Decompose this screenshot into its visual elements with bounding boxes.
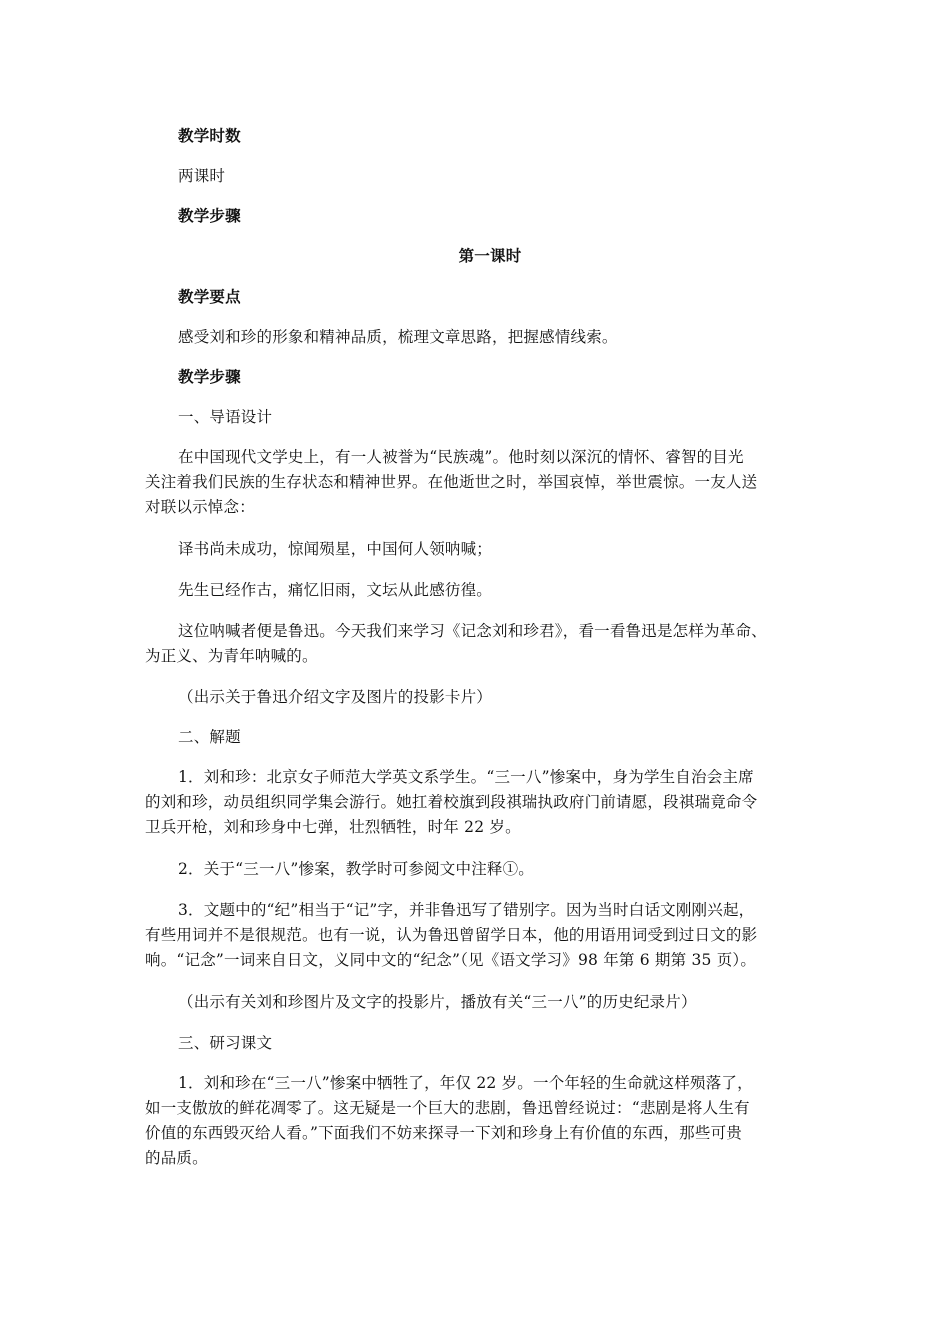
- paragraph-line: 1．刘和珍在“三一八”惨案中牺牲了，年仅 22 岁。一个年轻的生命就这样殒落了，: [178, 1074, 753, 1092]
- lesson-title: 第一课时: [458, 246, 522, 265]
- paragraph-line: 有些用词并不是很规范。也有一说，认为鲁迅曾留学日本，他的用语用词受到过日文的影: [145, 926, 758, 944]
- couplet-line-2: 先生已经作古，痛忆旧雨，文坛从此感彷徨。: [178, 581, 493, 599]
- heading-teaching-hours: 教学时数: [178, 126, 241, 145]
- section-1-title: 一、导语设计: [178, 408, 273, 426]
- paragraph-line: 的刘和珍，动员组织同学集会游行。她扛着校旗到段祺瑞执政府门前请愿，段祺瑞竟命令: [145, 793, 758, 811]
- paragraph-line: 价值的东西毁灭给人看。”下面我们不妨来探寻一下刘和珍身上有价值的东西，那些可贵: [145, 1124, 742, 1142]
- heading-key-points: 教学要点: [178, 287, 241, 306]
- teaching-hours-value: 两课时: [178, 167, 226, 185]
- paragraph-line: 关注着我们民族的生存状态和精神世界。在他逝世之时，举国哀悼，举世震惊。一友人送: [145, 473, 758, 491]
- paragraph-line: 在中国现代文学史上，有一人被誉为“民族魂”。他时刻以深沉的情怀、睿智的目光: [178, 448, 744, 466]
- heading-teaching-steps: 教学步骤: [178, 206, 241, 225]
- paragraph-line: 3．文题中的“纪”相当于“记”字，并非鲁迅写了错别字。因为当时白话文刚刚兴起，: [178, 901, 755, 919]
- paragraph-line: 为正义、为青年呐喊的。: [145, 647, 318, 665]
- paragraph-line: 卫兵开枪，刘和珍身中七弹，壮烈牺牲，时年 22 岁。: [145, 818, 521, 836]
- section-2-title: 二、解题: [178, 728, 241, 746]
- paragraph-line: 的品质。: [145, 1149, 208, 1167]
- couplet-line-1: 译书尚未成功，惊闻殒星，中国何人领呐喊；: [178, 540, 493, 558]
- item-2-2: 2．关于“三一八”惨案，教学时可参阅文中注释①。: [178, 860, 535, 878]
- paragraph-line: 如一支傲放的鲜花凋零了。这无疑是一个巨大的悲剧，鲁迅曾经说过：“悲剧是将人生有: [145, 1099, 750, 1117]
- note-projection-1: （出示关于鲁迅介绍文字及图片的投影卡片）: [178, 688, 493, 706]
- note-projection-2: （出示有关刘和珍图片及文字的投影片，播放有关“三一八”的历史纪录片）: [178, 993, 697, 1011]
- paragraph-line: 对联以示悼念：: [145, 498, 255, 516]
- paragraph-line: 1．刘和珍：北京女子师范大学英文系学生。“三一八”惨案中，身为学生自治会主席: [178, 768, 754, 786]
- paragraph-line: 这位呐喊者便是鲁迅。今天我们来学习《记念刘和珍君》，看一看鲁迅是怎样为革命、: [178, 622, 767, 640]
- paragraph-line: 响。“记念”一词来自日文，义同中文的“纪念”（见《语文学习》98 年第 6 期第 35 页）。: [145, 951, 757, 969]
- section-3-title: 三、研习课文: [178, 1034, 273, 1052]
- heading-teaching-steps-2: 教学步骤: [178, 367, 241, 386]
- key-points-text: 感受刘和珍的形象和精神品质，梳理文章思路，把握感情线索。: [178, 328, 618, 346]
